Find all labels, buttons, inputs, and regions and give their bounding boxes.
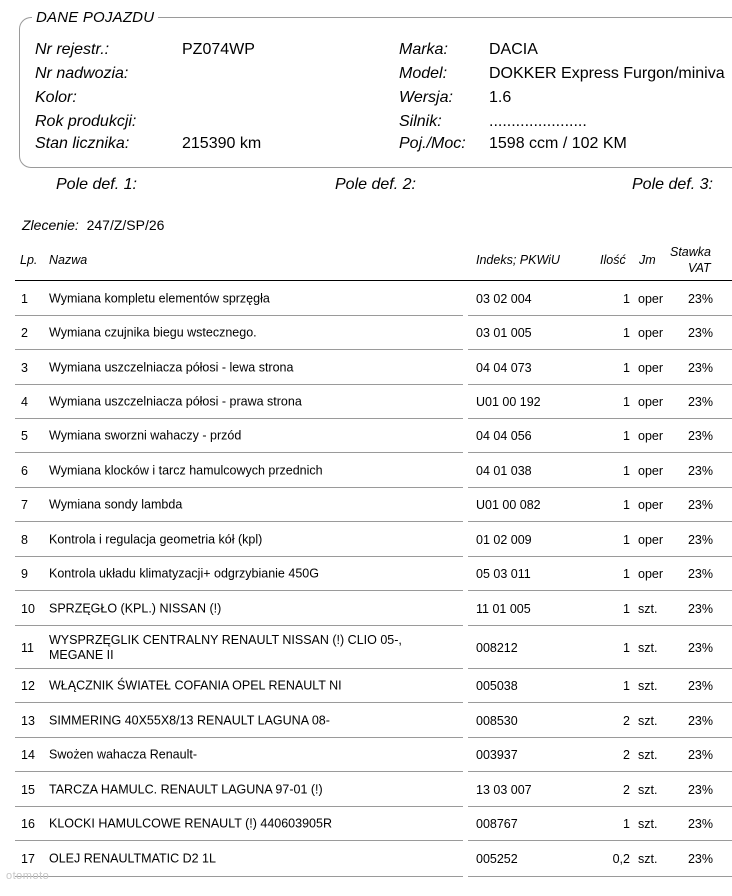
- row-qty: 2: [623, 748, 630, 762]
- row-qty: 1: [623, 817, 630, 831]
- table-row: [15, 669, 732, 703]
- row-vat: 23%: [687, 360, 713, 375]
- row-lp: 14: [21, 748, 35, 762]
- row-lp: 13: [21, 713, 35, 728]
- row-lp: 2: [21, 326, 28, 340]
- row-qty: 1: [623, 395, 630, 409]
- row-index: 003937: [476, 748, 518, 762]
- capacity-power-value: 1598 ccm / 102 KM: [489, 135, 627, 152]
- model-label: Model:: [399, 65, 448, 82]
- row-divider: [468, 876, 732, 877]
- row-qty: 2: [623, 713, 630, 728]
- row-name: OLEJ RENAULTMATIC D2 1L: [49, 851, 216, 866]
- table-row: [15, 841, 732, 877]
- table-row: [15, 772, 732, 807]
- custom-field-1: Pole def. 1:: [56, 176, 137, 193]
- row-index: 03 02 004: [476, 291, 532, 306]
- version-label: Wersja:: [399, 89, 453, 106]
- capacity-power-label: Poj./Moc:: [399, 135, 466, 152]
- col-header-index: Indeks; PKWiU: [476, 253, 560, 267]
- row-vat: 23%: [687, 463, 713, 478]
- row-lp: 6: [21, 463, 28, 478]
- row-lp: 5: [21, 429, 28, 443]
- make-value: DACIA: [489, 41, 538, 58]
- table-row: [15, 453, 732, 488]
- engine-value: ......................: [489, 113, 587, 130]
- row-index: 05 03 011: [476, 567, 531, 581]
- row-unit: oper: [638, 395, 664, 409]
- row-name: KLOCKI HAMULCOWE RENAULT (!) 440603905R: [49, 816, 332, 831]
- make-label: Marka:: [399, 41, 448, 58]
- row-unit: oper: [638, 532, 664, 547]
- row-unit: oper: [638, 567, 664, 581]
- row-index: 13 03 007: [476, 782, 532, 797]
- row-index: 03 01 005: [476, 326, 532, 340]
- custom-field-3: Pole def. 3:: [632, 176, 713, 193]
- row-unit: oper: [638, 429, 664, 443]
- row-vat: 23%: [687, 852, 713, 866]
- row-vat: 23%: [687, 601, 713, 616]
- table-row: [15, 626, 732, 669]
- row-name: Kontrola i regulacja geometria kół (kpl): [49, 532, 263, 546]
- row-qty: 1: [623, 429, 630, 443]
- row-lp: 9: [21, 567, 28, 581]
- table-row: [15, 316, 732, 350]
- row-qty: 1: [623, 463, 630, 478]
- row-lp: 8: [21, 532, 28, 547]
- col-header-unit: Jm: [639, 253, 656, 267]
- row-vat: 23%: [687, 429, 713, 443]
- row-vat: 23%: [687, 291, 713, 306]
- row-index: 005252: [476, 852, 518, 866]
- row-name: Wymiana kompletu elementów sprzęgła: [49, 291, 270, 305]
- col-header-lp: Lp.: [20, 253, 38, 267]
- table-row: [15, 703, 732, 738]
- row-unit: oper: [638, 498, 664, 512]
- table-row: [15, 385, 732, 419]
- table-row: [15, 419, 732, 453]
- row-name-line2: MEGANE II: [49, 647, 114, 662]
- row-vat: 23%: [687, 395, 713, 409]
- row-qty: 1: [623, 640, 630, 655]
- row-name: Wymiana sondy lambda: [49, 497, 183, 512]
- row-index: U01 00 082: [476, 498, 541, 512]
- col-header-qty: Ilość: [600, 253, 626, 267]
- table-row: [15, 591, 732, 626]
- row-vat: 23%: [687, 782, 713, 797]
- row-name: Swożen wahacza Renault-: [49, 747, 197, 762]
- vin-label: Nr nadwozia:: [35, 65, 129, 82]
- row-index: 04 04 073: [476, 360, 532, 375]
- row-name: Wymiana uszczelniacza półosi - lewa strona: [49, 360, 294, 374]
- row-index: 008212: [476, 640, 518, 655]
- row-name: SPRZĘGŁO (KPL.) NISSAN (!): [49, 601, 222, 615]
- row-qty: 1: [623, 498, 630, 512]
- row-unit: szt.: [638, 782, 658, 797]
- row-lp: 3: [21, 360, 28, 375]
- row-unit: oper: [638, 463, 664, 478]
- row-lp: 7: [21, 498, 28, 512]
- row-unit: szt.: [638, 817, 658, 831]
- table-row: [15, 738, 732, 772]
- row-index: 008767: [476, 817, 518, 831]
- table-row: [15, 350, 732, 385]
- row-divider: [15, 876, 463, 877]
- row-unit: szt.: [638, 852, 658, 866]
- row-name: [49, 633, 402, 663]
- row-vat: 23%: [687, 640, 713, 655]
- row-qty: 0,2: [612, 852, 630, 866]
- row-unit: szt.: [638, 601, 658, 616]
- engine-label: Silnik:: [399, 113, 442, 130]
- row-index: 01 02 009: [476, 532, 532, 547]
- row-lp: 4: [21, 395, 28, 409]
- row-lp: 12: [21, 679, 35, 693]
- row-qty: 1: [623, 567, 630, 581]
- row-qty: 1: [623, 679, 630, 693]
- row-lp: 16: [21, 817, 35, 831]
- row-index: 005038: [476, 679, 518, 693]
- row-name: Kontrola układu klimatyzacji+ odgrzybianie 450G: [49, 566, 319, 581]
- order-label: Zlecenie:: [22, 217, 79, 233]
- reg-number-label: Nr rejestr.:: [35, 41, 110, 58]
- row-unit: oper: [638, 360, 664, 375]
- row-unit: oper: [638, 291, 664, 306]
- row-name: Wymiana czujnika biegu wstecznego.: [49, 325, 257, 340]
- row-name: Wymiana uszczelniacza półosi - prawa strona: [49, 394, 302, 409]
- table-row: [15, 281, 732, 316]
- row-lp: 10: [21, 601, 35, 616]
- color-label: Kolor:: [35, 89, 77, 106]
- table-row: [15, 557, 732, 591]
- row-vat: 23%: [687, 679, 713, 693]
- order-value: 247/Z/SP/26: [86, 217, 165, 233]
- table-row: [15, 807, 732, 841]
- row-vat: 23%: [687, 748, 713, 762]
- row-index: 11 01 005: [476, 601, 531, 616]
- row-name: Wymiana sworzni wahaczy - przód: [49, 428, 242, 443]
- order-number: [22, 217, 164, 233]
- col-header-vat-line1: Stawka: [670, 245, 711, 259]
- row-lp: 15: [21, 782, 35, 797]
- production-year-label: Rok produkcji:: [35, 113, 137, 130]
- table-row: [15, 522, 732, 557]
- row-qty: 1: [623, 291, 630, 306]
- row-name: TARCZA HAMULC. RENAULT LAGUNA 97-01 (!): [49, 782, 323, 796]
- row-index: 04 04 056: [476, 429, 532, 443]
- row-name: SIMMERING 40X55X8/13 RENAULT LAGUNA 08-: [49, 713, 330, 727]
- col-header-name: Nazwa: [49, 253, 88, 267]
- row-index: U01 00 192: [476, 395, 541, 409]
- row-vat: 23%: [687, 817, 713, 831]
- row-vat: 23%: [687, 713, 713, 728]
- reg-number-value: PZ074WP: [182, 41, 255, 58]
- row-qty: 1: [623, 532, 630, 547]
- row-name: WŁĄCZNIK ŚWIATEŁ COFANIA OPEL RENAULT NI: [49, 678, 342, 693]
- row-vat: 23%: [687, 567, 713, 581]
- custom-field-2: Pole def. 2:: [335, 176, 416, 193]
- row-name-line1: WYSPRZĘGLIK CENTRALNY RENAULT NISSAN (!) CLIO 05-,: [49, 632, 402, 647]
- row-vat: 23%: [687, 532, 713, 547]
- version-value: 1.6: [489, 89, 512, 106]
- row-unit: szt.: [638, 640, 658, 655]
- row-name: Wymiana klocków i tarcz hamulcowych przednich: [49, 463, 323, 477]
- row-qty: 1: [623, 601, 630, 616]
- row-qty: 2: [623, 782, 630, 797]
- row-unit: szt.: [638, 748, 658, 762]
- watermark: otomoto: [6, 870, 50, 882]
- row-qty: 1: [623, 360, 630, 375]
- odometer-label: Stan licznika:: [35, 135, 130, 152]
- row-lp: 17: [21, 852, 35, 866]
- model-value: DOKKER Express Furgon/miniva: [489, 65, 725, 82]
- row-index: 008530: [476, 713, 518, 728]
- row-unit: oper: [638, 326, 664, 340]
- odometer-value: 215390 km: [182, 135, 262, 152]
- row-vat: 23%: [687, 326, 713, 340]
- vehicle-section-title: DANE POJAZDU: [32, 9, 158, 26]
- row-lp: 1: [21, 291, 28, 306]
- table-row: [15, 488, 732, 522]
- row-vat: 23%: [687, 498, 713, 512]
- row-unit: szt.: [638, 713, 658, 728]
- row-unit: szt.: [638, 679, 658, 693]
- col-header-vat-line2: VAT: [688, 261, 711, 275]
- row-qty: 1: [623, 326, 630, 340]
- row-index: 04 01 038: [476, 463, 532, 478]
- row-lp: 11: [21, 640, 34, 655]
